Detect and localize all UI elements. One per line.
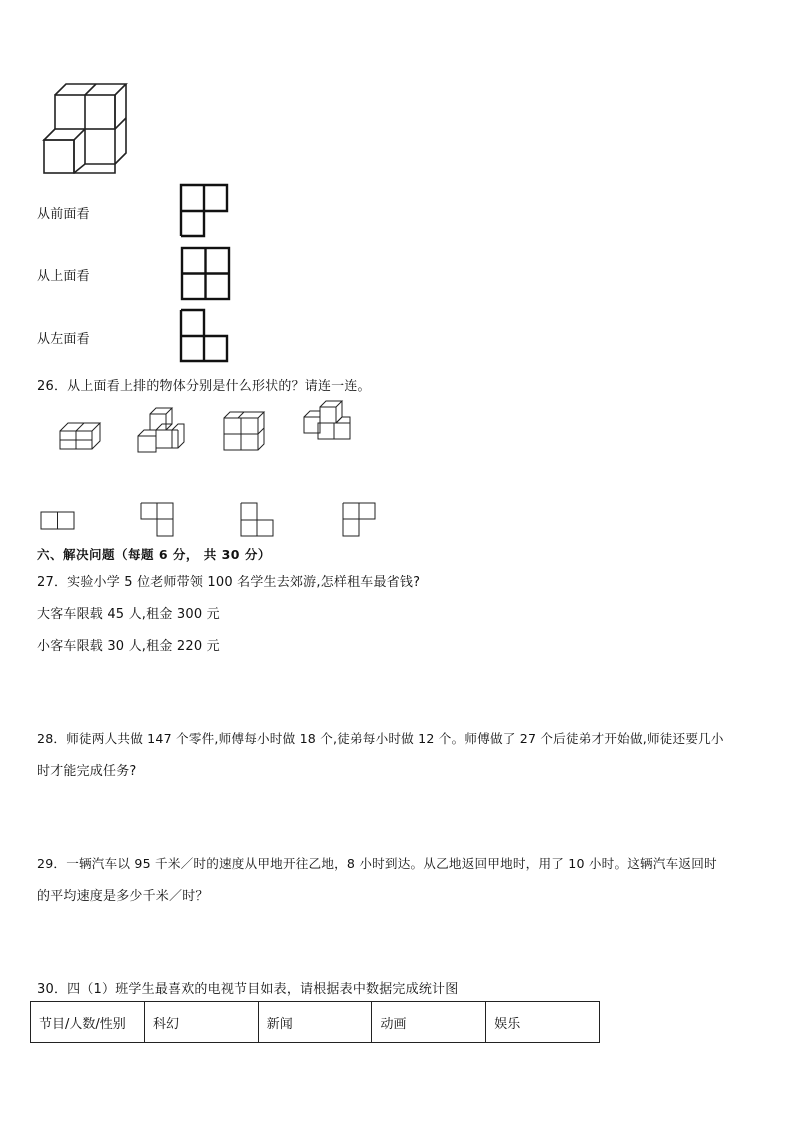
top-view-label: 从上面看	[37, 269, 90, 284]
object-1-cubes	[56, 418, 104, 454]
question-29-line2: 的平均速度是多少千米／时？	[37, 889, 209, 904]
front-view-diagram	[180, 184, 230, 238]
top-view-diagram	[181, 247, 231, 301]
question-27: 27．实验小学 5 位老师带领 100 名学生去郊游,怎样租车最省钱?	[37, 575, 421, 590]
question-30: 30．四（1）班学生最喜欢的电视节目如表，请根据表中数据完成统计图	[37, 982, 459, 997]
table-header-cell: 新闻	[258, 1002, 372, 1043]
table-header-cell: 动画	[372, 1002, 486, 1043]
question-27-bus-small: 小客车限载 30 人,租金 220 元	[37, 639, 220, 654]
object-3-cubes	[220, 408, 268, 454]
table-header-cell: 科幻	[144, 1002, 258, 1043]
tv-program-table	[30, 1001, 600, 1043]
object-4-cubes	[300, 399, 356, 455]
shape-c-l-bottom	[240, 502, 276, 538]
front-view-label: 从前面看	[37, 207, 90, 222]
question-27-bus-large: 大客车限载 45 人,租金 300 元	[37, 607, 220, 622]
question-26: 26．从上面看上排的物体分别是什么形状的？请连一连。	[37, 379, 371, 394]
shape-b-l-top	[140, 502, 176, 538]
object-2-cubes	[136, 404, 188, 456]
cube-figure-3d	[38, 80, 133, 178]
table-row	[31, 1002, 600, 1043]
question-29-line1: 29．一辆汽车以 95 千米／时的速度从甲地开往乙地，8 小时到达。从乙地返回甲地时，用了 10 小时。这辆汽车返回时	[37, 856, 717, 871]
table-header-cell: 娱乐	[486, 1002, 600, 1043]
section-6-heading: 六、解决问题（每题 6 分， 共 30 分）	[37, 547, 271, 562]
left-view-label: 从左面看	[37, 332, 90, 347]
shape-a-two-squares	[40, 511, 76, 531]
question-28-line1: 28．师徒两人共做 147 个零件,师傅每小时做 18 个,徒弟每小时做 12 个。师傅做了 27 个后徒弟才开始做,师徒还要几小	[37, 731, 724, 746]
question-28-line2: 时才能完成任务?	[37, 764, 137, 779]
shape-d-l-top-left	[342, 502, 378, 538]
left-view-diagram	[180, 309, 230, 363]
table-header-cell: 节目/人数/性别	[31, 1002, 145, 1043]
